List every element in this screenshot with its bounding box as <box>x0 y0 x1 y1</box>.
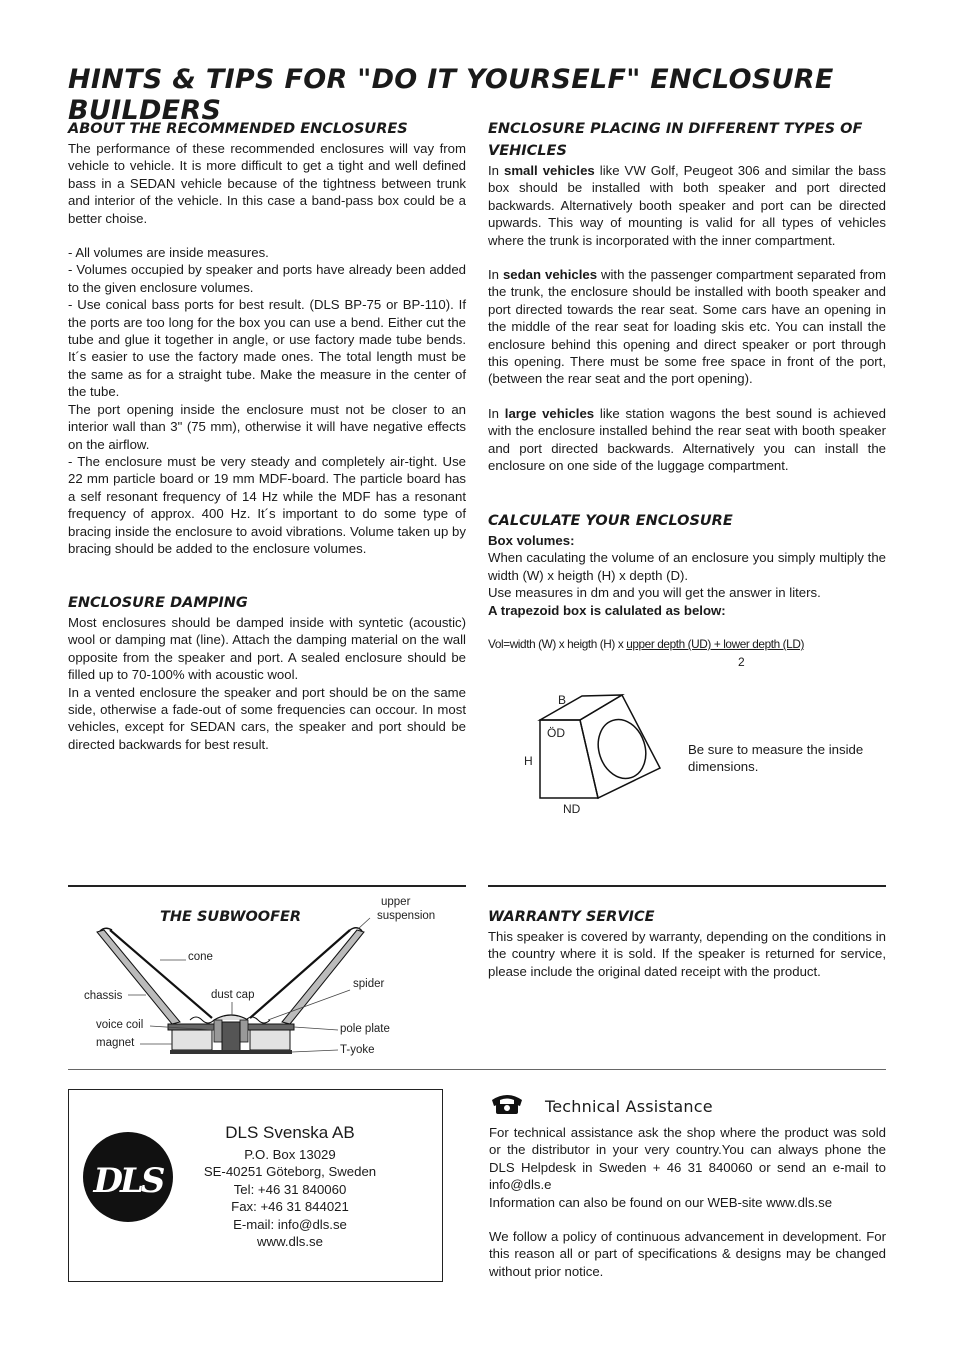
label-nd: ND <box>563 802 581 816</box>
calculate-heading: CALCULATE YOUR ENCLOSURE <box>488 513 733 529</box>
about-p3: - Volumes occupied by speaker and ports have already been added to the given enclosure volumes. <box>68 262 466 295</box>
label-b: B <box>558 693 567 707</box>
formula-denominator: 2 <box>738 655 745 669</box>
label-dust-cap: dust cap <box>211 989 255 1001</box>
company-fax: Fax: +46 31 844021 <box>231 1199 349 1215</box>
company-web: www.dls.se <box>257 1234 323 1250</box>
warranty-heading: WARRANTY SERVICE <box>488 909 655 925</box>
about-p5: The port opening inside the enclosure must not be closer to an interior wall than 3" (75 mm), otherwise it will have negative effects on the airflow. <box>68 401 466 452</box>
label-cone: cone <box>188 951 213 963</box>
about-p4: - Use conical bass ports for best result. (DLS BP-75 or BP-110). If the ports are too long for the box you can use a bend. Either cut the tube and glue it together in angle, or use factory made tube bends. It´s easier to use the factory made ones. The total length must be the same as for a straight tube. Make the measure in the center of the tube. <box>68 297 466 400</box>
placing-p1: In small vehicles like VW Golf, Peugeot 306 and similar the bass box should be installed with both speaker and port directed backwards. Alternatively booth speaker and port can be directed upwards. This way of mounting is valid for all types of vehicles where the trunk is incorporated with the inner compartment. <box>488 163 886 248</box>
tech-p1: For technical assistance ask the shop where the product was sold or the distributor in your very country.You can always phone the DLS Helpdesk in Sweden + 46 31 840060 or send an e-mail to info@dls.e <box>489 1125 886 1193</box>
warranty-p1: This speaker is covered by warranty, depending on the conditions in the country where it is sold. If the speaker is returned for service, please include the original dated receipt with the product. <box>488 929 886 979</box>
placing-p2: In sedan vehicles with the passenger compartment separated from the trunk, the enclosure should be installed with booth speaker and port directed towards the rear seat. Some cars have an opening in the middle of the rear seat for loading skis etc. You can install the enclosure behind this opening and direct speaker or port through this opening. There must be some free space in front of the port, (between the rear seat and the port opening). <box>488 267 886 387</box>
company-po: P.O. Box 13029 <box>244 1147 336 1162</box>
label-voice-coil: voice coil <box>96 1019 144 1031</box>
label-od: ÖD <box>547 726 565 740</box>
label-spider: spider <box>353 978 385 990</box>
company-name: DLS Svenska AB <box>225 1123 355 1142</box>
calculate-sub2: A trapezoid box is calulated as below: <box>488 602 726 618</box>
calculate-sub1: Box volumes: <box>488 533 575 548</box>
label-t-yoke: T-yoke <box>340 1044 375 1056</box>
label-pole-plate: pole plate <box>340 1023 390 1035</box>
damping-heading: ENCLOSURE DAMPING <box>68 595 248 611</box>
damping-p1: Most enclosures should be damped inside with syntetic (acoustic) wool or damping mat (line). Attach the damping material on the wall opposite from the speaker and port. A sealed enclosure should be filled up to 70-100% with acoustic wool. <box>68 615 466 683</box>
company-email: E-mail: info@dls.se <box>233 1216 347 1232</box>
about-p1: The performance of these recommended enclosures will vay from vehicle to vehicle. It is more difficult to get a tight and well defined bass in a SEDAN vehicle because of the tightness between trunk and interior of the vehicle. In this case a band-pass box could be a better choise. <box>68 141 466 226</box>
tech-heading: Technical Assistance <box>545 1097 713 1116</box>
about-p2: - All volumes are inside measures. <box>68 245 269 261</box>
about-p6: - The enclosure must be very steady and completely air-tight. Use 22 mm particle board or 19 mm MDF-board. The particle board has a self resonant frequency of 14 Hz while the MDF has a resonant frequency of approx. 400 Hz. It´s important to do some type of bracing inside the enclosure to avoid vibrations. Volume taken up by bracing should be added to the enclosure volumes. <box>68 453 466 556</box>
page-title: HINTS & TIPS FOR "DO IT YOURSELF" ENCLOSURE BUILDERS <box>68 64 834 126</box>
calculate-p1: When caculating the volume of an enclosure you simply multiply the width (W) x heigth (H) x depth (D). <box>488 550 886 583</box>
tech-section <box>489 1124 886 1280</box>
label-h: H <box>524 754 533 768</box>
placing-p3: In large vehicles like station wagons the best sound is achieved with the enclosure installed behind the rear seat with booth speaker and port directed backwards. Alternatively you can install the enclosure on one side of the luggage compartment. <box>488 405 886 474</box>
label-upper-suspension: upper suspension <box>377 896 436 922</box>
tech-p2: Information can also be found on our WEB-site www.dls.se <box>489 1194 833 1210</box>
about-heading: ABOUT THE RECOMMENDED ENCLOSURES <box>68 121 408 137</box>
label-chassis: chassis <box>84 990 123 1002</box>
label-magnet: magnet <box>96 1037 135 1049</box>
placing-heading: ENCLOSURE PLACING IN DIFFERENT TYPES OF VEHICLES <box>488 121 863 159</box>
tech-p3: We follow a policy of continuous advancement in development. For this reason all or part of specifications & designs may be changed without prior notice. <box>489 1229 886 1279</box>
calculate-p2: Use measures in dm and you will get the answer in liters. <box>488 585 821 601</box>
company-tel: Tel: +46 31 840060 <box>233 1181 347 1197</box>
formula: Vol=width (W) x heigth (H) x upper depth (UD) + lower depth (LD) <box>488 637 804 651</box>
logo-text: DLS <box>93 1161 163 1201</box>
subwoofer-heading: THE SUBWOOFER <box>160 909 302 925</box>
damping-p2: In a vented enclosure the speaker and port should be on the same side, otherwise a fade-out of some frequencies can occour. In most vehicles, except for SEDAN cars, the speaker and port should be directed backwards for best result. <box>68 684 466 752</box>
company-city: SE-40251 Göteborg, Sweden <box>203 1164 377 1180</box>
measure-note: Be sure to measure the inside dimensions. <box>688 742 864 775</box>
